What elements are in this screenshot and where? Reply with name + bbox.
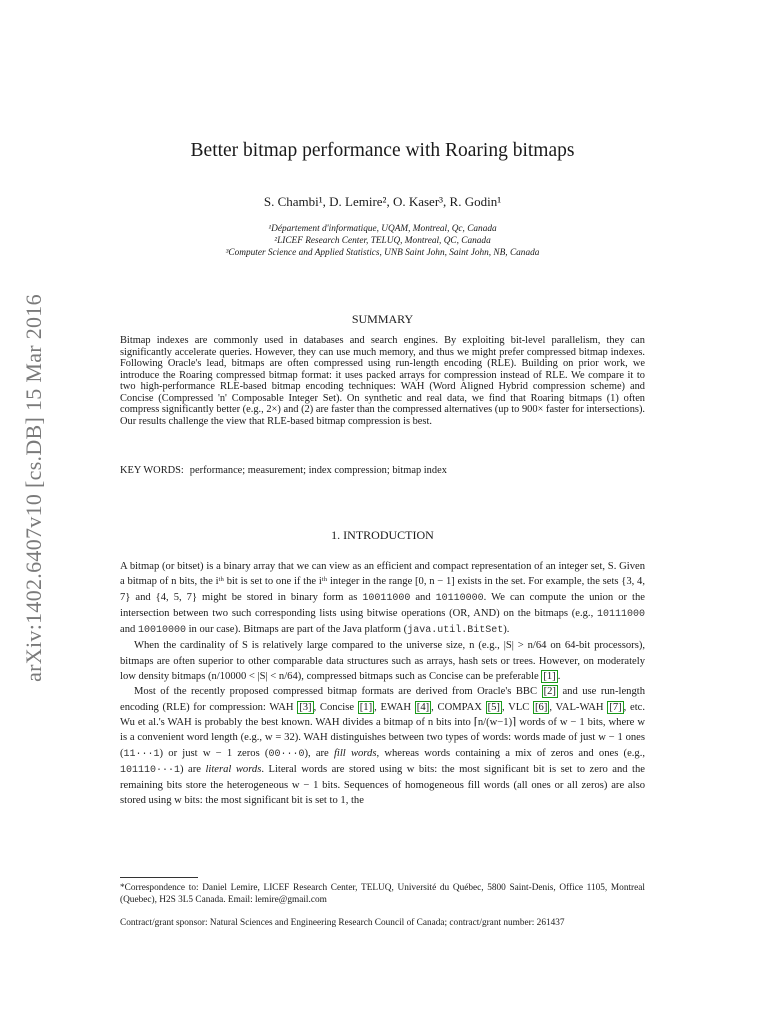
code-run: 00···0 (268, 748, 305, 760)
text-run: . We can compute the union or the intersection between two such corresponding lists using bitwise operations (OR, AND) on the bitmaps (e.g., (120, 591, 645, 619)
text-run: and (120, 624, 138, 636)
text-run: ), are (304, 747, 334, 759)
text-run: ). (503, 624, 510, 636)
keywords-label: KEY WORDS: (120, 465, 184, 476)
arxiv-id-text: arXiv:1402.6407v10 [cs.DB] 15 Mar 2016 (21, 294, 46, 682)
citation-link[interactable]: [1] (543, 671, 556, 683)
section-heading: 1. INTRODUCTION (331, 528, 434, 542)
text-run: , etc. Wu et al.'s WAH is probably the best known. WAH divides a bitmap of n bits into ⌈n/(w−1)⌉ words of w − 1 bits, where w is a convenient word length (e.g., w = 32). WAH distinguishes between two types of words: words made of just w − 1 ones ( (120, 701, 646, 759)
text-run: , Concise (313, 701, 358, 713)
paragraph-2 (120, 638, 645, 684)
keywords-line (120, 465, 645, 476)
footnote-rule (120, 877, 198, 878)
paragraph-1 (120, 559, 645, 638)
text-run: , VAL-WAH (549, 701, 608, 713)
paragraph-3 (120, 684, 645, 808)
code-run: 10110000 (435, 592, 484, 604)
text-run: , whereas words containing a mix of zeros and ones (e.g., (376, 747, 646, 759)
code-run: 10111000 (596, 608, 645, 620)
citation-link[interactable]: [4] (416, 701, 430, 713)
text-run: , COMPAX (431, 701, 486, 713)
citation-link[interactable]: [6] (535, 701, 548, 713)
citation-link[interactable]: [1] (359, 701, 373, 713)
code-run: 11···1 (123, 748, 160, 760)
correspondence-footnote: *Correspondence to: Daniel Lemire, LICEF Research Center, TELUQ, Université du Québec, 5800 Saint-Denis, Office 1105, Montreal (Quebec), H2S 3L5 Canada. Email: lemire@gmail.com (120, 883, 645, 905)
citation-link[interactable]: [2] (543, 686, 556, 698)
code-run: 101110···1 (120, 764, 181, 776)
text-run: ) are (180, 763, 206, 775)
body-text (120, 559, 645, 809)
affiliations (120, 223, 645, 259)
text-run: ) or just w − 1 zeros ( (159, 747, 269, 759)
citation-link[interactable]: [7] (609, 701, 622, 713)
emphasis-run: literal words (205, 763, 262, 775)
grant-note: Contract/grant sponsor: Natural Sciences and Engineering Research Council of Canada; contract/grant number: 261437 (120, 918, 565, 928)
author-list: S. Chambi¹, D. Lemire², O. Kaser³, R. Godin¹ (263, 194, 502, 209)
citation-link[interactable]: [3] (299, 701, 312, 713)
text-run: and (410, 591, 436, 603)
code-run: java.util.BitSet (407, 625, 504, 637)
citation-link[interactable]: [5] (487, 701, 500, 713)
text-run: When the cardinality of S is relatively large compared to the universe size, n (e.g., |S| > n/64 on 64-bit processors), bitmaps are often superior to other comparable data structures such as arrays, hash sets or trees. However, on moderately low density bitmaps (n/10000 < |S| < n/64), compressed bitmaps such as Concise can be preferable (120, 640, 645, 683)
text-run: Most of the recently proposed compressed bitmap formats are derived from Oracle's BBC (134, 686, 542, 698)
text-run: in our case). Bitmaps are part of the Java platform ( (185, 624, 408, 636)
emphasis-run: fill words (333, 747, 377, 759)
affiliation-3: ³Computer Science and Applied Statistics, UNB Saint John, Saint John, NB, Canada (225, 248, 540, 258)
code-run: 10011000 (362, 592, 411, 604)
summary-heading: SUMMARY (351, 312, 414, 326)
text-run: . Literal words are stored using w bits: the most significant bit is set to zero and the remaining bits store the heterogeneous w − 1 bits. Sequences of homogeneous fill words (all ones or all zeros) are also stored using w bits: the most significant bit is set to 1, the (120, 763, 645, 807)
code-run: 10010000 (137, 625, 186, 637)
paper-title: Better bitmap performance with Roaring bitmaps (190, 140, 575, 161)
text-run: A bitmap (or bitset) is a binary array that we can view as an efficient and compact representation of an integer set, S. Given a bitmap of n bits, the iᵗʰ bit is set to one if the iᵗʰ integer in the range [0, n − 1] exists in the set. For example, the sets {3, 4, 7} and {4, 5, 7} might be stored in binary form as (120, 561, 645, 603)
affiliation-1: ¹Département d'informatique, UQAM, Montreal, Qc, Canada (268, 224, 497, 234)
abstract-text: Bitmap indexes are commonly used in databases and search engines. By exploiting bit-level parallelism, they can significantly accelerate queries. However, they can use much memory, and thus we might prefer compressed bitmap indexes. Following Oracle's lead, bitmaps are often compressed using run-length encoding (RLE). Building on prior work, we introduce the Roaring compressed bitmap format: it uses packed arrays for compression instead of RLE. We compare it to two high-performance RLE-based bitmap encoding techniques: WAH (Word Aligned Hybrid compression scheme) and Concise (Compressed 'n' Composable Integer Set). On synthetic and real data, we find that Roaring bitmaps (1) often compress significantly better (e.g., 2×) and (2) are faster than the compressed alternatives (up to 900× faster for intersections). Our results challenge the view that RLE-based bitmap compression is best. (120, 335, 645, 427)
text-run: . (557, 671, 561, 683)
arxiv-sidebar-label (20, 258, 48, 718)
text-run: , EWAH (374, 701, 415, 713)
affiliation-2: ²LICEF Research Center, TELUQ, Montreal, QC, Canada (274, 236, 491, 246)
keywords-value: performance; measurement; index compression; bitmap index (189, 465, 447, 476)
text-run: , VLC (501, 701, 533, 713)
text-run: and use run-length encoding (RLE) for compression: WAH (120, 686, 645, 713)
